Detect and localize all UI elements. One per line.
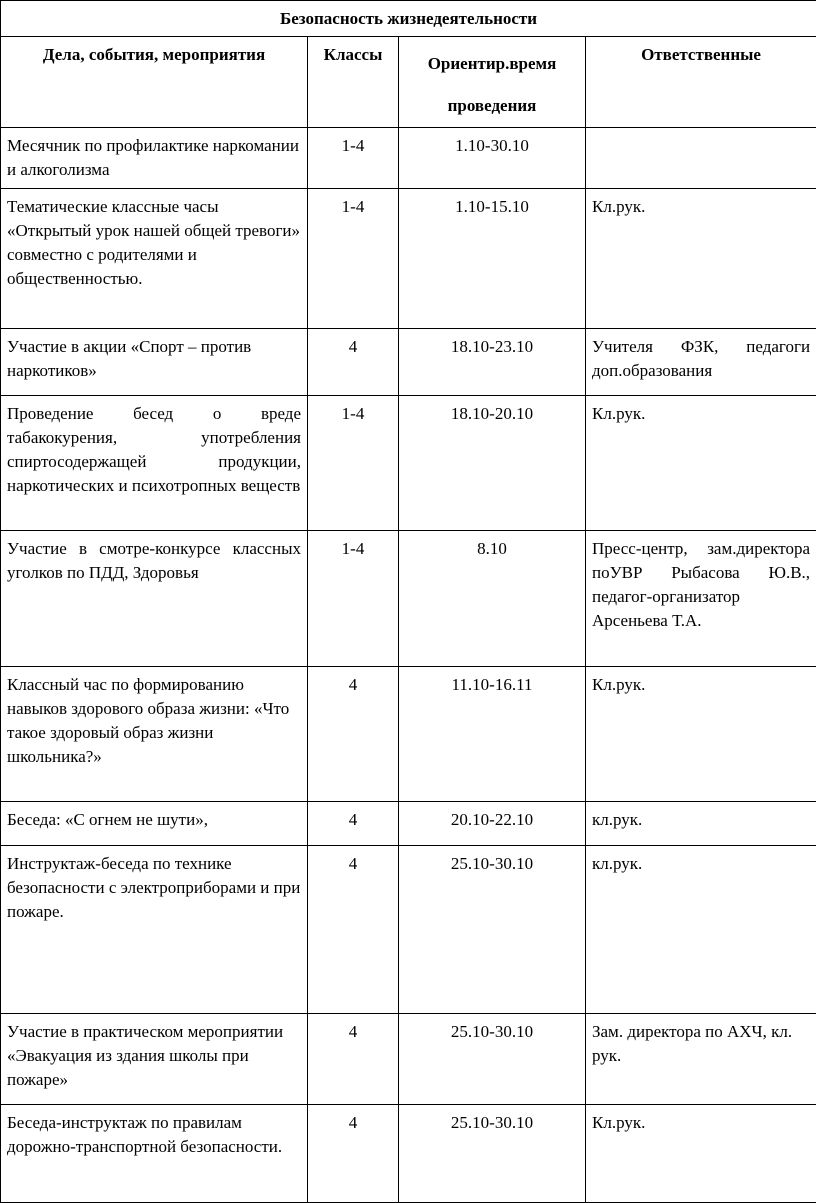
table-row [1, 329, 816, 396]
cell-responsible: Пресс-центр, зам.директора поУВР Рыбасова Ю.В., педагог-организатор Арсеньева Т.А. [586, 531, 816, 667]
cell-classes: 4 [308, 1014, 399, 1105]
table-row [1, 667, 816, 802]
table-row [1, 1014, 816, 1105]
cell-time: 25.10-30.10 [399, 1105, 586, 1203]
cell-time: 11.10-16.11 [399, 667, 586, 802]
cell-classes: 4 [308, 1105, 399, 1203]
cell-time: 1.10-30.10 [399, 128, 586, 189]
cell-activity: Тематические классные часы «Открытый урок нашей общей тревоги» совместно с родителями и общественностью. [1, 189, 308, 329]
cell-responsible: Кл.рук. [586, 667, 816, 802]
cell-responsible [586, 128, 816, 189]
cell-activity: Беседа-инструктаж по правилам дорожно-транспортной безопасности. [1, 1105, 308, 1203]
table-row [1, 128, 816, 189]
cell-classes: 1-4 [308, 189, 399, 329]
cell-classes: 4 [308, 329, 399, 396]
cell-activity: Проведение бесед о вреде табакокурения, употребления спиртосодержащей продукции, наркотических и психотропных веществ [1, 396, 308, 531]
cell-responsible: кл.рук. [586, 846, 816, 1014]
table-row [1, 846, 816, 1014]
header-time-line2: проведения [405, 85, 579, 127]
cell-activity: Участие в практическом мероприятии «Эвакуация из здания школы при пожаре» [1, 1014, 308, 1105]
cell-responsible: Кл.рук. [586, 189, 816, 329]
cell-activity: Участие в акции «Спорт – против наркотиков» [1, 329, 308, 396]
header-time [399, 37, 586, 128]
cell-activity: Месячник по профилактике наркомании и алкоголизма [1, 128, 308, 189]
cell-time: 20.10-22.10 [399, 802, 586, 846]
table-row [1, 189, 816, 329]
header-classes: Классы [308, 37, 399, 128]
cell-activity: Участие в смотре-конкурсе классных уголков по ПДД, Здоровья [1, 531, 308, 667]
cell-responsible: Кл.рук. [586, 1105, 816, 1203]
cell-responsible: Зам. директора по АХЧ, кл. рук. [586, 1014, 816, 1105]
cell-classes: 1-4 [308, 396, 399, 531]
header-responsible: Ответственные [586, 37, 816, 128]
cell-activity: Классный час по формированию навыков здорового образа жизни: «Что такое здоровый образ жизни школьника?» [1, 667, 308, 802]
cell-activity: Беседа: «С огнем не шути», [1, 802, 308, 846]
title-row [1, 1, 816, 37]
cell-time: 25.10-30.10 [399, 1014, 586, 1105]
header-row [1, 37, 816, 128]
cell-responsible: Кл.рук. [586, 396, 816, 531]
header-time-line1: Ориентир.время [405, 43, 579, 85]
cell-classes: 1-4 [308, 531, 399, 667]
cell-time: 18.10-23.10 [399, 329, 586, 396]
cell-time: 18.10-20.10 [399, 396, 586, 531]
cell-classes: 4 [308, 846, 399, 1014]
cell-activity: Инструктаж-беседа по технике безопасности с электроприборами и при пожаре. [1, 846, 308, 1014]
header-activities: Дела, события, мероприятия [1, 37, 308, 128]
table-row [1, 1105, 816, 1203]
cell-time: 8.10 [399, 531, 586, 667]
table-row [1, 531, 816, 667]
cell-responsible: кл.рук. [586, 802, 816, 846]
cell-classes: 1-4 [308, 128, 399, 189]
table-title: Безопасность жизнедеятельности [1, 1, 816, 37]
table-row [1, 802, 816, 846]
cell-time: 1.10-15.10 [399, 189, 586, 329]
cell-classes: 4 [308, 802, 399, 846]
cell-time: 25.10-30.10 [399, 846, 586, 1014]
cell-responsible: Учителя ФЗК, педагоги доп.образования [586, 329, 816, 396]
table-row [1, 396, 816, 531]
cell-classes: 4 [308, 667, 399, 802]
